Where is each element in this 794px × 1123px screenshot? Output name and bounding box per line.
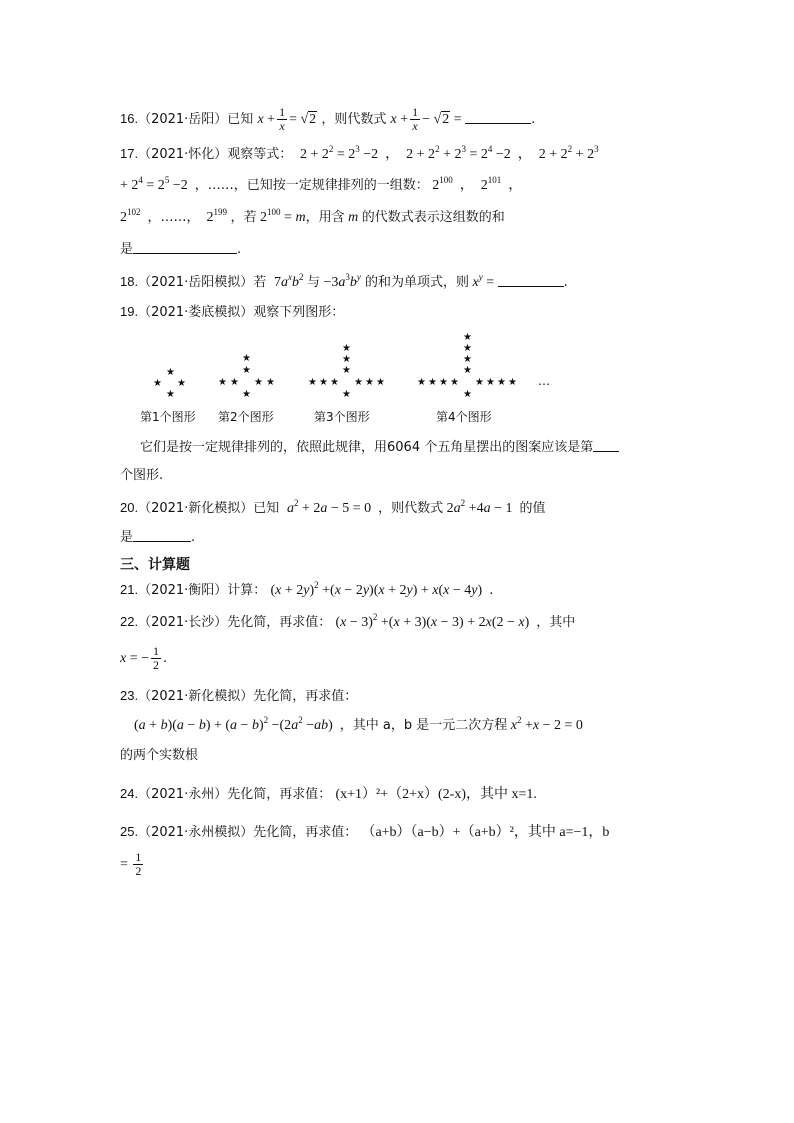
ellipsis: … <box>538 374 550 388</box>
question-18: 18.（2021·岳阳模拟）若 $7a^xb^2$ 与 $-3a^3b^y$ 的和为单项式，则 $x^y$ = . <box>120 272 568 290</box>
star-pattern-figure <box>140 330 560 430</box>
answer-blank[interactable] <box>593 439 619 452</box>
question-23-line-3: 的两个实数根 <box>120 748 199 763</box>
star-icon: ★ <box>354 377 363 388</box>
star-icon: ★ <box>242 365 251 376</box>
star-icon: ★ <box>342 389 351 400</box>
star-icon: ★ <box>463 354 472 365</box>
answer-blank[interactable] <box>133 529 191 542</box>
star-icon: ★ <box>330 377 339 388</box>
figure-caption-1: 第1个图形 <box>140 410 196 424</box>
math-expr: x <box>257 112 264 127</box>
star-icon: ★ <box>218 377 227 388</box>
star-icon: ★ <box>166 367 175 378</box>
question-25-line-2: = $\frac{1}{2}$ <box>120 850 142 878</box>
star-icon: ★ <box>365 377 374 388</box>
question-17-line-3: $2^{102}$ ，……， $2^{199}$ ，若 $2^{100} = m$，用含 m 的代数式表示这组数的和 <box>120 207 505 225</box>
question-20: 20.（2021·新化模拟）已知 $a^2 + 2a - 5 = 0$ ，则代数式 $2a^2 +4a - 1$ 的值 <box>120 498 546 516</box>
star-icon: ★ <box>242 389 251 400</box>
question-25: 25.（2021·永州模拟）先化简，再求值： （a+b）（a−b）+（a+b）²，其中 a=−1，b <box>120 824 610 840</box>
star-icon: ★ <box>486 377 495 388</box>
star-icon: ★ <box>342 354 351 365</box>
star-icon: ★ <box>177 378 186 389</box>
star-icon: ★ <box>153 378 162 389</box>
figure-caption-4: 第4个图形 <box>436 410 492 424</box>
figure-caption-3: 第3个图形 <box>314 410 370 424</box>
section-title: 三、计算题 <box>120 557 190 573</box>
question-17-line-2: + $2^4 = 2^5 -2$ ，……，已知按一定规律排列的一组数： $2^{100}$ ， $2^{101}$ ， <box>120 175 523 193</box>
star-icon: ★ <box>439 377 448 388</box>
star-icon: ★ <box>230 377 239 388</box>
answer-blank[interactable] <box>133 241 237 254</box>
star-icon: ★ <box>376 377 385 388</box>
star-icon: ★ <box>463 332 472 343</box>
question-16: 16.（2021·岳阳）已知 x + $\frac{1}{x}$ = √2 ，则代数式 x + $\frac{1}{x}$ − √2 = . <box>120 105 536 133</box>
star-icon: ★ <box>342 365 351 376</box>
figure-caption-2: 第2个图形 <box>218 410 274 424</box>
question-19: 19.（2021·娄底模拟）观察下列图形： <box>120 304 345 320</box>
star-icon: ★ <box>254 377 263 388</box>
star-icon: ★ <box>308 377 317 388</box>
star-icon: ★ <box>497 377 506 388</box>
star-icon: ★ <box>428 377 437 388</box>
question-21: 21.（2021·衡阳）计算： $(x + 2y)^2 +(x - 2y)(x + 2y) + x(x - 4y)$ . <box>120 580 494 598</box>
star-icon: ★ <box>242 353 251 364</box>
question-19-text-2: 个图形. <box>120 468 164 483</box>
answer-blank[interactable] <box>465 111 531 124</box>
star-icon: ★ <box>450 377 459 388</box>
star-icon: ★ <box>417 377 426 388</box>
star-icon: ★ <box>508 377 517 388</box>
question-24: 24.（2021·永州）先化简，再求值： (x+1）²+（2+x）(2-x)，其中 x=1. <box>120 786 537 802</box>
question-17-line-1: 17.（2021·怀化）观察等式： $2 + 2^2 = 2^3 -2$ ， $2 + 2^2 + 2^3 = 2^4 -2$ ， $2 + 2^2 + 2^3$ <box>120 144 599 162</box>
question-23-line-2: $(a + b)(a - b) + (a - b)^2 -(2a^2 -ab)$ ，其中 a，b 是一元二次方程 $x^2 +x - 2 = 0$ <box>134 715 583 733</box>
answer-blank[interactable] <box>498 274 564 287</box>
question-22-line-2: x = − $\frac{1}{2}$ . <box>120 644 168 672</box>
question-23: 23.（2021·新化模拟）先化简，再求值： <box>120 688 358 704</box>
question-20-line-2: 是 . <box>120 530 196 545</box>
star-icon: ★ <box>463 389 472 400</box>
fraction: $\frac{1}{x}$ <box>279 105 286 133</box>
question-19-text: 它们是按一定规律排列的，依照此规律，用6064 个五角星摆出的图案应该是第 <box>140 438 619 458</box>
star-icon: ★ <box>475 377 484 388</box>
star-icon: ★ <box>266 377 275 388</box>
star-icon: ★ <box>166 389 175 400</box>
sqrt-2: √2 <box>300 112 317 127</box>
star-icon: ★ <box>463 365 472 376</box>
star-icon: ★ <box>463 343 472 354</box>
star-icon: ★ <box>319 377 328 388</box>
question-17-line-4: 是 . <box>120 242 242 257</box>
star-icon: ★ <box>342 343 351 354</box>
question-22: 22.（2021·长沙）先化简，再求值： $(x - 3)^2 +(x + 3)(x - 3) + 2x(2 - x)$ ，其中 <box>120 612 576 630</box>
